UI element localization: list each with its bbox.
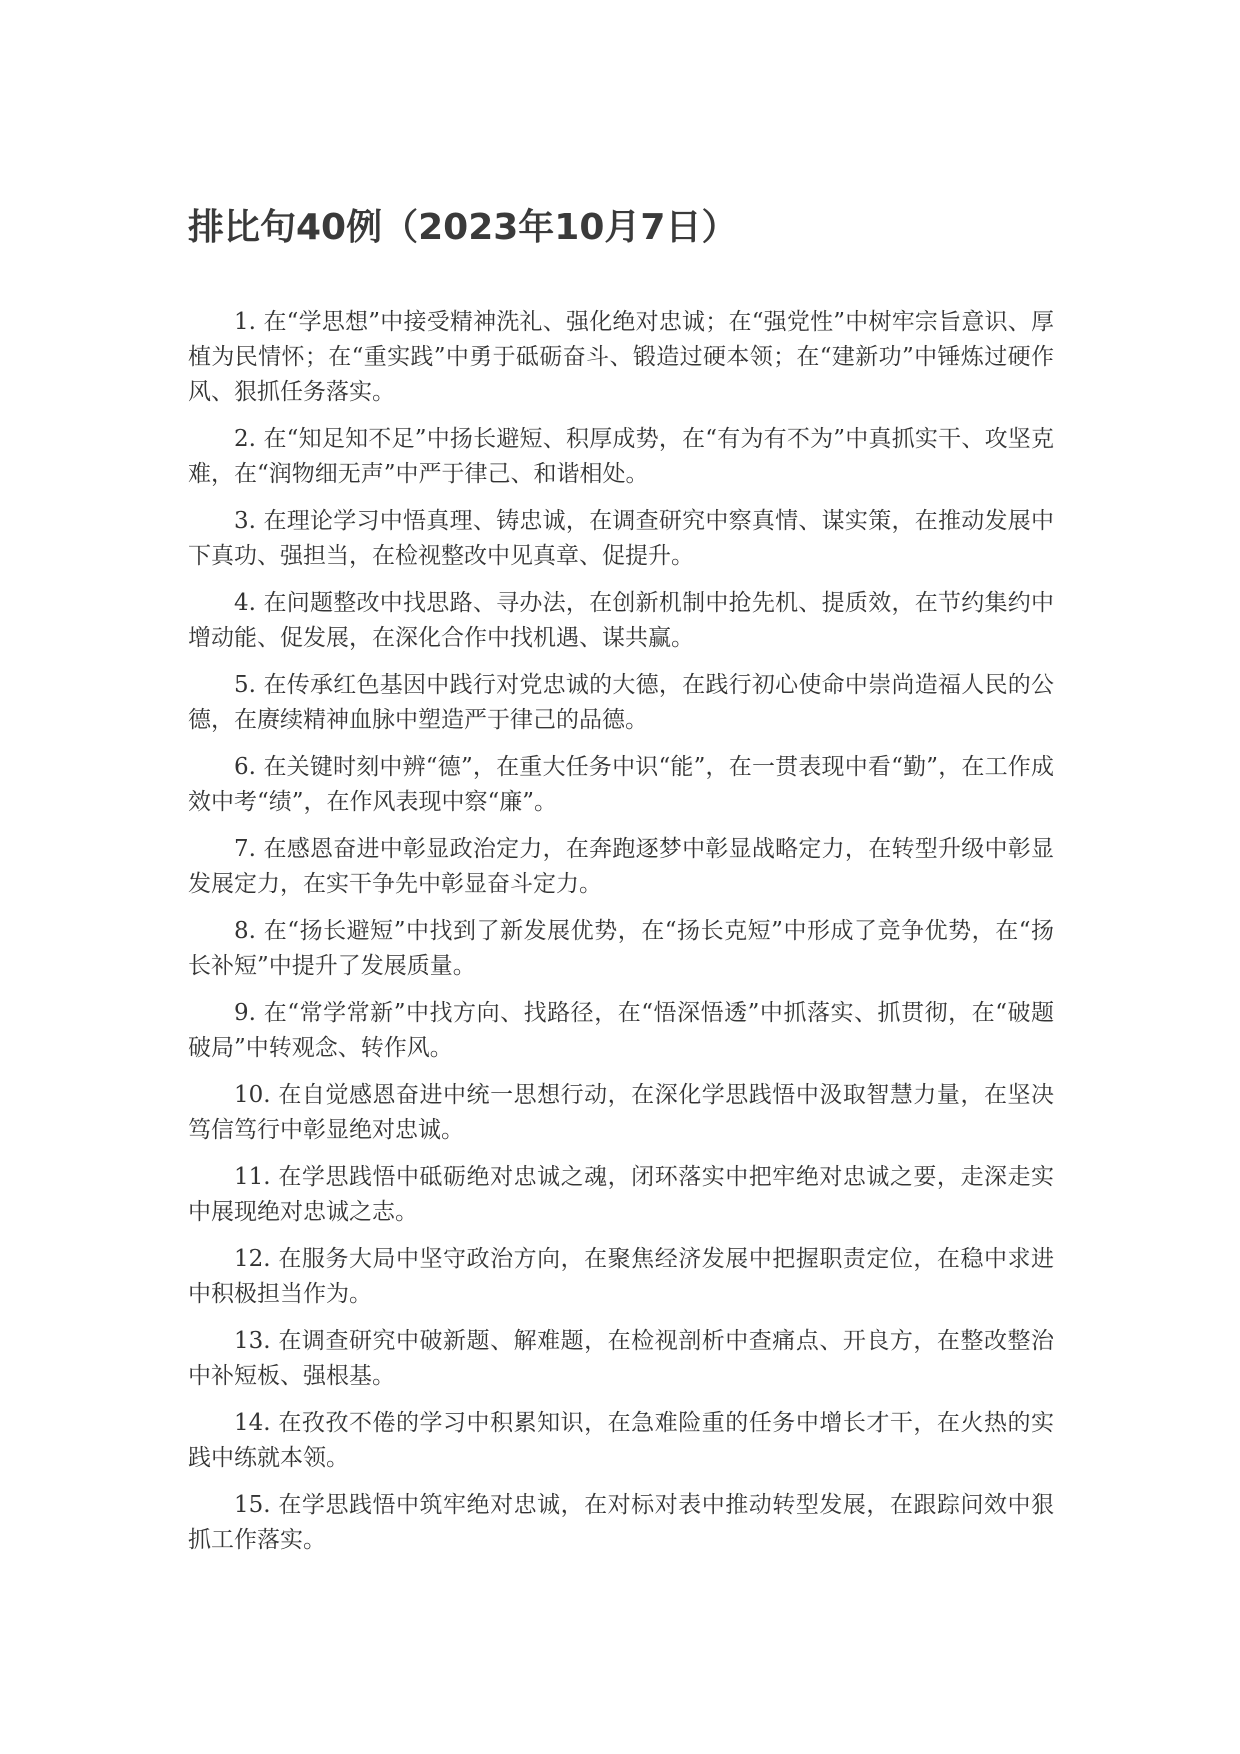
paragraph-2: 2. 在“知足知不足”中扬长避短、积厚成势，在“有为有不为”中真抓实干、攻坚克难，在“润物细无声”中严于律己、和谐相处。 [188, 426, 1054, 487]
paragraph-9: 9. 在“常学常新”中找方向、找路径，在“悟深悟透”中抓落实、抓贯彻，在“破题破局”中转观念、转作风。 [188, 1000, 1054, 1061]
paragraph-11: 11. 在学思践悟中砥砺绝对忠诚之魂，闭环落实中把牢绝对忠诚之要，走深走实中展现绝对忠诚之志。 [188, 1164, 1054, 1225]
paragraph-15: 15. 在学思践悟中筑牢绝对忠诚，在对标对表中推动转型发展，在跟踪问效中狠抓工作落实。 [188, 1492, 1054, 1553]
paragraph-4: 4. 在问题整改中找思路、寻办法，在创新机制中抢先机、提质效，在节约集约中增动能、促发展，在深化合作中找机遇、谋共赢。 [188, 590, 1054, 651]
document-body [188, 305, 1054, 1570]
document-title: 排比句40例（2023年10月7日） [188, 207, 738, 248]
paragraph-12: 12. 在服务大局中坚守政治方向，在聚焦经济发展中把握职责定位，在稳中求进中积极担当作为。 [188, 1246, 1054, 1307]
paragraph-14: 14. 在孜孜不倦的学习中积累知识，在急难险重的任务中增长才干，在火热的实践中练就本领。 [188, 1410, 1054, 1471]
paragraph-5: 5. 在传承红色基因中践行对党忠诚的大德，在践行初心使命中崇尚造福人民的公德，在赓续精神血脉中塑造严于律己的品德。 [188, 672, 1054, 733]
paragraph-13: 13. 在调查研究中破新题、解难题，在检视剖析中查痛点、开良方，在整改整治中补短板、强根基。 [188, 1328, 1054, 1389]
paragraph-7: 7. 在感恩奋进中彰显政治定力，在奔跑逐梦中彰显战略定力，在转型升级中彰显发展定力，在实干争先中彰显奋斗定力。 [188, 836, 1054, 897]
paragraph-1: 1. 在“学思想”中接受精神洗礼、强化绝对忠诚；在“强党性”中树牢宗旨意识、厚植为民情怀；在“重实践”中勇于砥砺奋斗、锻造过硬本领；在“建新功”中锤炼过硬作风、狠抓任务落实。 [188, 309, 1054, 405]
paragraph-6: 6. 在关键时刻中辨“德”，在重大任务中识“能”，在一贯表现中看“勤”，在工作成效中考“绩”，在作风表现中察“廉”。 [188, 754, 1054, 815]
paragraph-3: 3. 在理论学习中悟真理、铸忠诚，在调查研究中察真情、谋实策，在推动发展中下真功、强担当，在检视整改中见真章、促提升。 [188, 508, 1054, 569]
paragraph-10: 10. 在自觉感恩奋进中统一思想行动，在深化学思践悟中汲取智慧力量，在坚决笃信笃行中彰显绝对忠诚。 [188, 1082, 1054, 1143]
paragraph-8: 8. 在“扬长避短”中找到了新发展优势，在“扬长克短”中形成了竞争优势，在“扬长补短”中提升了发展质量。 [188, 918, 1054, 979]
